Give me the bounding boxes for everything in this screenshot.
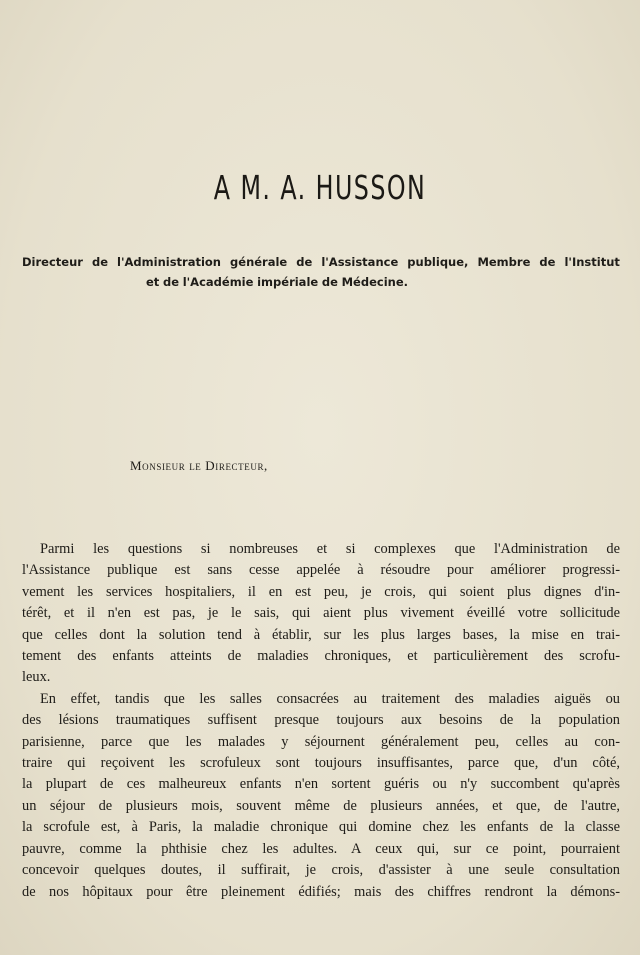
text-line: vement les services hospitaliers, il en est peu, je crois, qui soient plus dignes d'in- (22, 583, 620, 600)
text-line: des lésions traumatiques suffisent presque toujours aux besoins de la population (22, 712, 620, 729)
subtitle-word: Médecine. (341, 275, 408, 289)
subtitle-line-2 (146, 272, 408, 292)
subtitle-word: et (146, 275, 160, 289)
subtitle-word: Directeur (22, 255, 83, 269)
subtitle-word: Membre (477, 255, 531, 269)
subtitle-word: publique, (407, 255, 469, 269)
text-line: l'Assistance publique est sans cesse appelée à résoudre pour améliorer progressi- (22, 562, 620, 579)
subtitle-word: de (539, 255, 556, 269)
salutation: Monsieur le Directeur, (130, 458, 268, 473)
page-title: A M. A. HUSSON (213, 168, 427, 207)
text-line: un séjour de plusieurs mois, souvent même de plusieurs années, et que, de l'autre, (22, 797, 620, 814)
text-line: traire qui reçoivent les scrofuleux sont toujours insuffisantes, parce que, d'un côté, (22, 755, 620, 772)
dedication-subtitle (22, 252, 620, 292)
body-text (22, 539, 620, 903)
subtitle-word: l'Académie (182, 275, 254, 289)
text-line: leux. (22, 669, 51, 686)
subtitle-word: impériale (257, 275, 319, 289)
text-line: la plupart de ces malheureux enfants n'en sortent guéris ou n'y succombent qu'après (22, 776, 620, 793)
subtitle-word: l'Institut (564, 255, 620, 269)
subtitle-word: de (162, 275, 180, 289)
text-line: que celles dont la solution tend à établir, sur les plus larges bases, la mise en trai- (22, 626, 620, 643)
text-line: tement des enfants atteints de maladies chroniques, et particulièrement des scrofu- (22, 648, 620, 665)
subtitle-word: générale (230, 255, 288, 269)
subtitle-word: l'Assistance (321, 255, 399, 269)
text-line: pauvre, comme la phthisie chez les adultes. A ceux qui, sur ce point, pourraient (22, 840, 620, 857)
text-line: la scrofule est, à Paris, la maladie chronique qui domine chez les enfants de la classe (22, 819, 620, 836)
subtitle-word: de (91, 255, 109, 269)
text-line: En effet, tandis que les salles consacrées au traitement des maladies aiguës ou (40, 690, 620, 707)
subtitle-line-1 (22, 252, 620, 272)
subtitle-word: de (321, 275, 338, 289)
text-line: de nos hôpitaux pour être pleinement édifiés; mais des chiffres rendront la démons- (22, 883, 620, 900)
text-line: concevoir quelques doutes, il suffirait, je crois, d'assister à une seule consultation (22, 862, 620, 879)
text-line: parisienne, parce que les malades y séjournent généralement peu, celles au con- (22, 733, 620, 750)
subtitle-word: l'Administration (117, 255, 221, 269)
text-line: térêt, et il n'en est pas, je le sais, qui aient plus vivement éveillé votre sollicitude (22, 605, 620, 622)
subtitle-word: de (296, 255, 313, 269)
text-line: Parmi les questions si nombreuses et si complexes que l'Administration de (40, 541, 620, 557)
